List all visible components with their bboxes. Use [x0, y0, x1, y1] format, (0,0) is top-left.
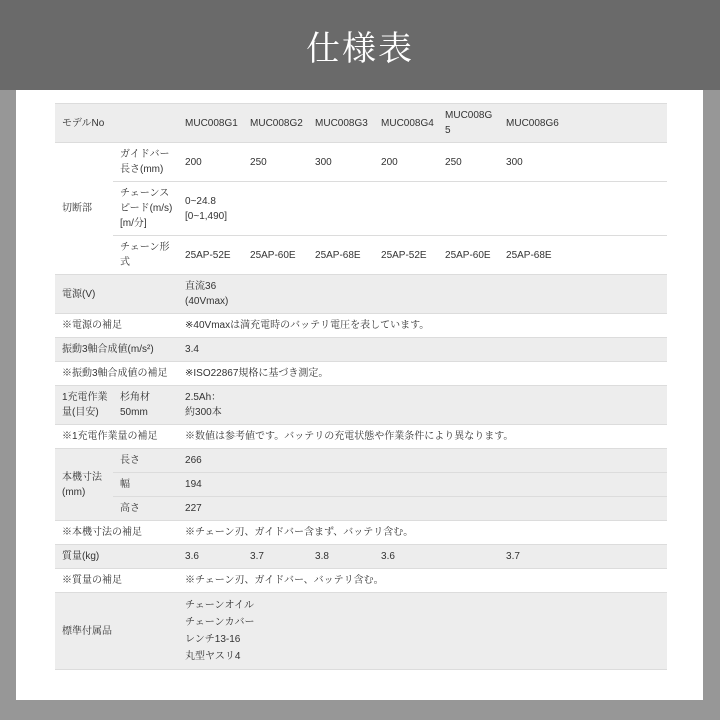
weight-note-text: ※チェーン刃、ガイドバー、バッテリ含む。: [178, 569, 667, 593]
dimensions-note-text: ※チェーン刃、ガイドバー含まず、バッテリ含む。: [178, 521, 667, 545]
dimension-height-value: 227: [178, 497, 667, 521]
dimension-length-row: [55, 449, 667, 473]
work-per-charge-material-line: 50mm: [120, 407, 148, 418]
model-name: MUC008G5: [438, 104, 499, 143]
power-value: [178, 275, 667, 314]
accessories-row: [55, 593, 667, 670]
accessories-list: [178, 593, 667, 670]
guide-bar-length-value: 300: [308, 143, 374, 182]
vibration-note-row: [55, 362, 667, 386]
vibration-note-label: ※振動3軸合成値の補足: [55, 362, 178, 386]
power-value-line: (40Vmax): [185, 296, 229, 307]
model-name: MUC008G4: [374, 104, 438, 143]
model-name: MUC008G6: [499, 104, 667, 143]
spec-table: [55, 103, 667, 670]
model-row-label: モデルNo: [55, 104, 178, 143]
guide-bar-length-value: 200: [178, 143, 243, 182]
weight-value: 3.6: [178, 545, 243, 569]
work-per-charge-value-line: 2.5Ah：: [185, 392, 222, 403]
work-per-charge-material: [113, 386, 178, 425]
vibration-note-text: ※ISO22867規格に基づき測定。: [178, 362, 667, 386]
weight-value: 3.7: [243, 545, 308, 569]
dimension-height-row: [55, 497, 667, 521]
weight-value: [438, 545, 499, 569]
content-card: [16, 90, 703, 700]
model-name: MUC008G1: [178, 104, 243, 143]
weight-value: 3.7: [499, 545, 667, 569]
power-note-text: ※40Vmaxは満充電時のバッテリ電圧を表しています。: [178, 314, 667, 338]
work-per-charge-note-label: ※1充電作業量の補足: [55, 425, 178, 449]
chain-speed-value-line: [0~1,490]: [185, 210, 227, 222]
chain-type-value: 25AP-52E: [178, 236, 243, 275]
power-note-label: ※電源の補足: [55, 314, 178, 338]
chain-speed-value: [178, 182, 667, 236]
accessory-item: チェーンオイル: [185, 600, 255, 611]
weight-row: [55, 545, 667, 569]
page-title: 仕様表: [306, 29, 414, 68]
weight-note-row: [55, 569, 667, 593]
chain-type-label: チェーン形式: [113, 236, 178, 275]
work-per-charge-value-line: 約300本: [185, 407, 222, 418]
power-label: 電源(V): [55, 275, 178, 314]
model-name: MUC008G3: [308, 104, 374, 143]
work-per-charge-row: [55, 386, 667, 425]
power-note-row: [55, 314, 667, 338]
accessory-item: 丸型ヤスリ4: [185, 651, 241, 662]
dimension-height-label: 高さ: [113, 497, 178, 521]
guide-bar-length-label: ガイドバー長さ(mm): [113, 143, 178, 182]
dimensions-note-row: [55, 521, 667, 545]
work-per-charge-value: [178, 386, 667, 425]
cutting-group-label: 切断部: [55, 143, 113, 275]
vibration-value: 3.4: [178, 338, 667, 362]
accessory-item: チェーンカバー: [185, 617, 255, 628]
vibration-label: 振動3軸合成値(m/s²): [55, 338, 178, 362]
chain-type-value: 25AP-68E: [499, 236, 667, 275]
dimension-length-label: 長さ: [113, 449, 178, 473]
work-per-charge-note-text: ※数値は参考値です。バッテリの充電状態や作業条件により異なります。: [178, 425, 667, 449]
guide-bar-length-value: 250: [243, 143, 308, 182]
weight-value: 3.6: [374, 545, 438, 569]
work-per-charge-note-row: [55, 425, 667, 449]
work-per-charge-material-line: 杉角材: [120, 392, 150, 403]
dimension-width-row: [55, 473, 667, 497]
chain-speed-row: [55, 182, 667, 236]
chain-type-value: 25AP-68E: [308, 236, 374, 275]
page-header-bar: [0, 0, 720, 90]
dimensions-group-label: 本機寸法(mm): [55, 449, 113, 521]
dimensions-note-label: ※本機寸法の補足: [55, 521, 178, 545]
dimension-width-label: 幅: [113, 473, 178, 497]
guide-bar-length-value: 200: [374, 143, 438, 182]
accessories-label: 標準付属品: [55, 593, 178, 670]
guide-bar-length-value: 250: [438, 143, 499, 182]
weight-note-label: ※質量の補足: [55, 569, 178, 593]
chain-type-row: [55, 236, 667, 275]
accessory-item: レンチ13-16: [185, 634, 241, 645]
chain-type-value: 25AP-52E: [374, 236, 438, 275]
chain-speed-value-line: 0~24.8: [185, 195, 216, 207]
chain-type-value: 25AP-60E: [243, 236, 308, 275]
vibration-row: [55, 338, 667, 362]
dimension-width-value: 194: [178, 473, 667, 497]
chain-speed-label: チェーンスピード(m/s)[m/分]: [113, 182, 178, 236]
dimension-length-value: 266: [178, 449, 667, 473]
weight-label: 質量(kg): [55, 545, 178, 569]
power-row: [55, 275, 667, 314]
guide-bar-length-value: 300: [499, 143, 667, 182]
work-per-charge-label: 1充電作業量(目安): [55, 386, 113, 425]
guide-bar-length-row: [55, 143, 667, 182]
chain-type-value: 25AP-60E: [438, 236, 499, 275]
model-header-row: [55, 104, 667, 143]
weight-value: 3.8: [308, 545, 374, 569]
model-name: MUC008G2: [243, 104, 308, 143]
power-value-line: 直流36: [185, 281, 217, 292]
